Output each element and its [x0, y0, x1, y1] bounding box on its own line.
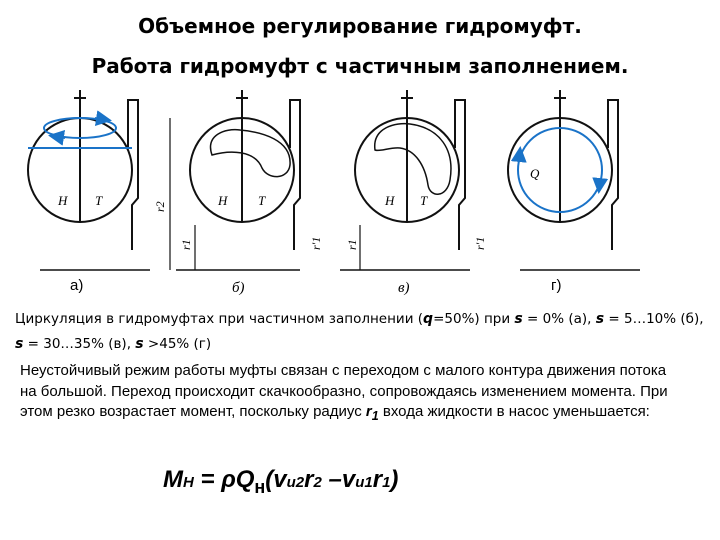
dim-r1-c: r1 — [345, 239, 359, 250]
figure-caption: Циркуляция в гидромуфтах при частичном заполнении (q=50%) при s = 0% (а), s = 5…10% (б), s = 30…35% (в), s >45% (г) — [15, 311, 704, 352]
flow-label-d: Q — [530, 166, 540, 181]
turbine-label-b: Т — [258, 193, 266, 208]
slide-title-line-2: Работа гидромуфт с частичным заполнением. — [91, 54, 629, 78]
figure-label-c: в) — [398, 280, 410, 296]
figure-label-b: б) — [232, 280, 245, 296]
r1-symbol: r — [365, 403, 372, 420]
dim-r1prime-b: r'1 — [309, 236, 323, 250]
turbine-label-c: Т — [420, 193, 428, 208]
pump-label-a: Н — [58, 193, 68, 208]
diagram-d — [508, 90, 640, 270]
fluid-shape-b — [211, 130, 291, 177]
diagram-a — [28, 90, 150, 270]
q-symbol: q — [423, 311, 434, 327]
explanation-paragraph: Неустойчивый режим работы муфты связан с переходом с малого контура движения потока на большой. Переход происходит скачкообразно, сопровождаясь изменением момента. При этом резко возрастает момент, поскольку радиус $r_1$ входа жидкости в насос уменьшается: — [20, 362, 668, 423]
dim-r1-b: r1 — [179, 239, 193, 250]
fluid-shape-c — [375, 124, 451, 195]
slide-title-line-1: Объемное регулирование гидромуфт. — [138, 14, 582, 38]
pump-label-b: Н — [218, 193, 228, 208]
dim-r1prime-c: r'1 — [473, 236, 487, 250]
coupling-diagrams — [0, 90, 720, 300]
pump-label-c: Н — [385, 193, 395, 208]
diagram-c — [340, 90, 470, 270]
figure-label-d: г) — [551, 277, 562, 294]
dim-r2-b: r2 — [153, 201, 167, 212]
housing-a — [128, 100, 138, 250]
figure-label-a: а) — [70, 277, 84, 294]
turbine-label-a: Т — [95, 193, 103, 208]
torque-formula: MH = $\rho Q_н(vu2r2$ –vu1r1) — [163, 466, 399, 497]
